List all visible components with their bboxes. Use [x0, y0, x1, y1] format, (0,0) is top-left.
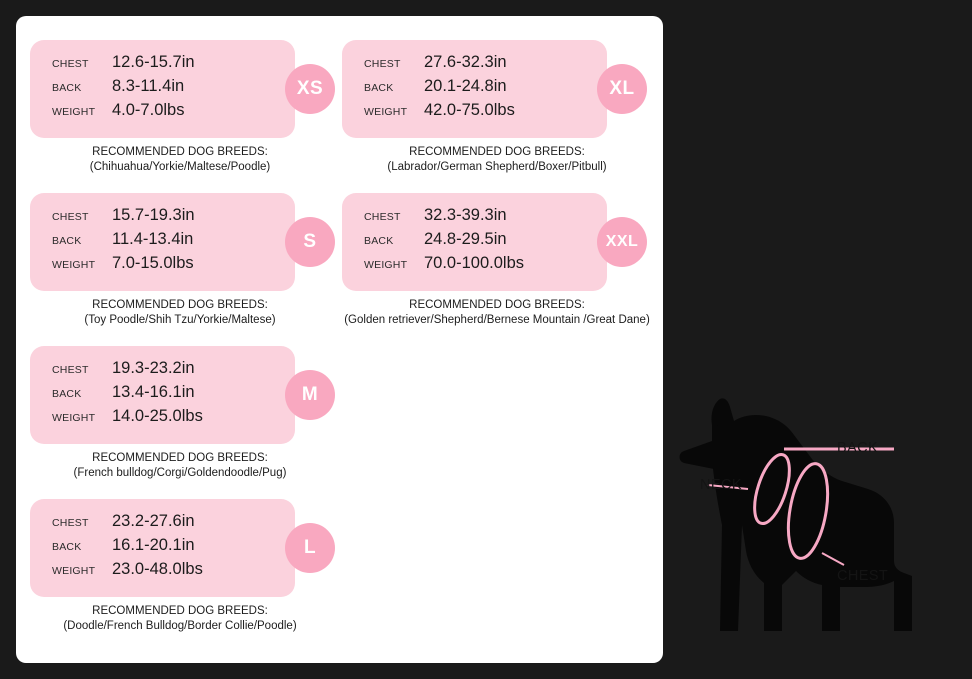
breeds-list: (Chihuahua/Yorkie/Maltese/Poodle) [89, 161, 271, 173]
breeds-heading: RECOMMENDED DOG BREEDS: [92, 605, 268, 617]
dog-measurement-diagram [672, 385, 972, 650]
measurement-row-back [364, 77, 597, 101]
diagram-label-chest: CHEST [837, 568, 889, 584]
breeds-list: (Labrador/German Shepherd/Boxer/Pitbull) [387, 161, 607, 173]
row-label-weight: WEIGHT [364, 106, 408, 118]
row-value-weight: 14.0-25.0lbs [112, 407, 203, 425]
row-label-weight: WEIGHT [52, 565, 96, 577]
breeds-block-xl [342, 145, 652, 175]
breeds-block-xs [30, 145, 330, 175]
size-chart-card [16, 16, 889, 663]
measurement-row-chest [52, 206, 285, 230]
size-badge-l: L [285, 523, 335, 573]
measurement-row-chest [364, 206, 597, 230]
breeds-block-l [30, 604, 330, 634]
row-label-back: BACK [364, 235, 394, 247]
row-label-back: BACK [364, 82, 394, 94]
size-block-m [30, 346, 330, 481]
row-label-weight: WEIGHT [52, 412, 96, 424]
size-column-right [342, 40, 889, 584]
row-label-weight: WEIGHT [52, 106, 96, 118]
row-value-back: 11.4-13.4in [112, 230, 194, 248]
row-value-chest: 23.2-27.6in [112, 512, 195, 530]
diagram-label-back: BACK [837, 440, 879, 456]
measurement-row-weight [52, 407, 285, 431]
row-value-weight: 4.0-7.0lbs [112, 101, 185, 119]
diagram-label-neck: NECK [700, 477, 742, 493]
row-value-chest: 32.3-39.3in [424, 206, 507, 224]
measurement-panel [30, 40, 324, 138]
measurement-row-chest [52, 512, 285, 536]
breeds-heading: RECOMMENDED DOG BREEDS: [92, 299, 268, 311]
row-value-chest: 19.3-23.2in [112, 359, 195, 377]
row-label-chest: CHEST [52, 517, 89, 529]
measurement-panel [30, 499, 317, 597]
row-value-weight: 70.0-100.0lbs [424, 254, 524, 272]
size-block-xxl [342, 193, 652, 328]
row-label-chest: CHEST [364, 58, 401, 70]
measurement-panel [30, 346, 319, 444]
row-value-weight: 23.0-48.0lbs [112, 560, 203, 578]
breeds-block-xxl [342, 298, 652, 328]
row-label-weight: WEIGHT [364, 259, 408, 271]
breeds-block-s [30, 298, 330, 328]
size-badge-m: M [285, 370, 335, 420]
row-label-chest: CHEST [52, 58, 89, 70]
breeds-heading: RECOMMENDED DOG BREEDS: [409, 146, 585, 158]
measurement-panel [342, 193, 639, 291]
row-value-chest: 12.6-15.7in [112, 53, 195, 71]
measurement-row-weight [364, 254, 597, 278]
breeds-heading: RECOMMENDED DOG BREEDS: [409, 299, 585, 311]
breeds-heading: RECOMMENDED DOG BREEDS: [92, 146, 268, 158]
size-block-xl [342, 40, 652, 175]
size-badge-xl: XL [597, 64, 647, 114]
size-block-l [30, 499, 330, 634]
row-value-weight: 7.0-15.0lbs [112, 254, 194, 272]
measurement-row-back [364, 230, 597, 254]
size-column-left [30, 40, 330, 640]
row-label-back: BACK [52, 82, 82, 94]
row-label-back: BACK [52, 388, 82, 400]
breeds-block-m [30, 451, 330, 481]
dog-silhouette-icon [672, 385, 972, 650]
measurement-row-weight [52, 101, 285, 125]
row-value-back: 16.1-20.1in [112, 536, 195, 554]
row-value-chest: 15.7-19.3in [112, 206, 195, 224]
size-block-xs [30, 40, 330, 175]
breeds-heading: RECOMMENDED DOG BREEDS: [92, 452, 268, 464]
row-value-back: 13.4-16.1in [112, 383, 195, 401]
measurement-row-back [52, 77, 285, 101]
measurement-row-weight [52, 560, 285, 584]
row-label-weight: WEIGHT [52, 259, 96, 271]
size-badge-xs: XS [285, 64, 335, 114]
row-label-chest: CHEST [52, 211, 89, 223]
measurement-panel [30, 193, 317, 291]
breeds-list: (French bulldog/Corgi/Goldendoodle/Pug) [73, 467, 287, 479]
measurement-row-weight [364, 101, 597, 125]
row-value-back: 20.1-24.8in [424, 77, 507, 95]
row-value-weight: 42.0-75.0lbs [424, 101, 515, 119]
row-value-chest: 27.6-32.3in [424, 53, 507, 71]
row-value-back: 8.3-11.4in [112, 77, 185, 95]
row-label-chest: CHEST [364, 211, 401, 223]
measurement-row-back [52, 536, 285, 560]
row-value-back: 24.8-29.5in [424, 230, 507, 248]
measurement-row-back [52, 383, 285, 407]
row-label-chest: CHEST [52, 364, 89, 376]
breeds-list: (Toy Poodle/Shih Tzu/Yorkie/Maltese) [84, 314, 276, 326]
size-badge-s: S [285, 217, 335, 267]
size-block-s [30, 193, 330, 328]
row-label-back: BACK [52, 541, 82, 553]
measurement-row-chest [364, 53, 597, 77]
breeds-list: (Doodle/French Bulldog/Border Collie/Poodle) [63, 620, 297, 632]
breeds-list: (Golden retriever/Shepherd/Bernese Mountain /Great Dane) [344, 314, 650, 326]
size-badge-xxl: XXL [597, 217, 647, 267]
row-label-back: BACK [52, 235, 82, 247]
measurement-row-weight [52, 254, 285, 278]
measurement-row-chest [52, 53, 285, 77]
measurement-row-chest [52, 359, 285, 383]
measurement-panel [342, 40, 635, 138]
measurement-row-back [52, 230, 285, 254]
